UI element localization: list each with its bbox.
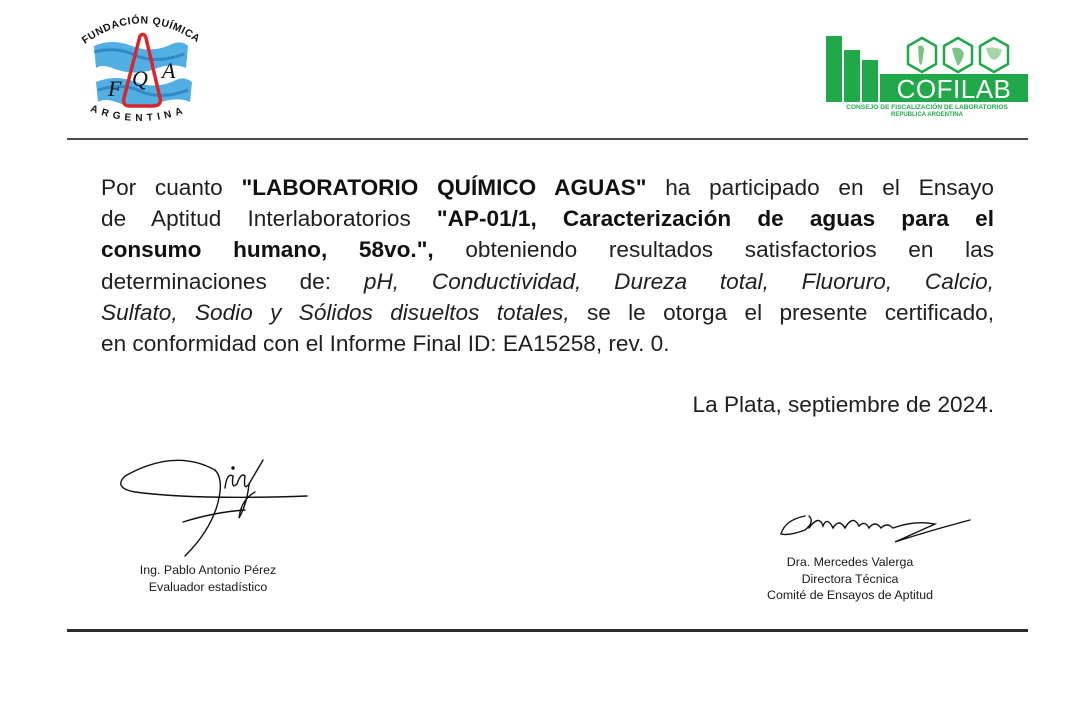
determinations-list-part-1: pH, Conductividad, Dureza total, Fluoruro, Calcio, — [363, 268, 994, 294]
svg-text:FUNDACIÓN QUÍMICA: FUNDACIÓN QUÍMICA — [79, 14, 203, 47]
participation-text: ha participado en el Ensayo — [646, 175, 994, 200]
body-line-3 — [101, 234, 994, 265]
determinations-list-part-2: Sulfato, Sodio y Sólidos disueltos totales, — [101, 299, 570, 325]
signer-perez-name: Ing. Pablo Antonio Pérez — [139, 563, 277, 577]
svg-text:F: F — [108, 76, 122, 101]
laboratory-name: "LABORATORIO QUÍMICO AGUAS" — [241, 175, 647, 200]
signer-valerga-committee: Comité de Ensayos de Aptitud — [767, 588, 933, 602]
signer-valerga-role: Directora Técnica — [801, 571, 899, 586]
svg-text:ARGENTINA: ARGENTINA — [88, 103, 189, 125]
signer-valerga-name: Dra. Mercedes Valerga — [786, 555, 914, 569]
header-divider — [67, 138, 1028, 140]
ensayo-text: de Aptitud Interlaboratorios — [101, 206, 437, 232]
intro-text: Por cuanto — [101, 175, 242, 200]
signer-perez-role: Evaluador estadístico — [148, 579, 268, 594]
signature-valerga — [775, 506, 975, 556]
body-line-1 — [101, 172, 994, 203]
svg-text:CONSEJO DE FISCALIZACIÓN DE LA: CONSEJO DE FISCALIZACIÓN DE LABORATORIOS — [846, 104, 1008, 111]
body-line-6 — [101, 328, 994, 359]
body-line-5 — [101, 297, 994, 328]
signer-perez — [108, 562, 308, 595]
grant-text: se le otorga el presente certificado, — [569, 299, 994, 325]
svg-text:A: A — [162, 58, 176, 83]
test-name-part-1: "AP-01/1, Caracterización de aguas para el — [436, 206, 994, 232]
footer-divider — [67, 629, 1028, 632]
svg-text:REPÚBLICA ARGENTINA: REPÚBLICA ARGENTINA — [891, 112, 963, 118]
place-and-date: La Plata, septiembre de 2024. — [692, 392, 994, 417]
results-text: obteniendo resultados satisfactorios en las — [433, 237, 994, 263]
handwritten-signature-icon — [775, 506, 975, 556]
svg-text:Q: Q — [132, 66, 148, 91]
body-line-2 — [101, 203, 994, 234]
signer-valerga — [735, 554, 965, 604]
report-reference: en conformidad con el Informe Final ID: EA15258, rev. 0. — [101, 331, 670, 357]
test-name-part-2: consumo humano, 58vo.", — [101, 237, 434, 263]
signature-perez — [115, 448, 315, 560]
body-line-4 — [101, 266, 994, 297]
svg-text:COFILAB: COFILAB — [896, 74, 1012, 104]
determinations-label: determinaciones de: — [101, 268, 364, 294]
fundacion-quimica-argentina-logo — [72, 6, 208, 128]
cofilab-emblem-icon — [824, 34, 1030, 118]
certificate-body — [101, 172, 994, 359]
fqa-emblem-icon — [72, 6, 208, 128]
cofilab-logo — [824, 34, 1030, 118]
handwritten-signature-icon — [115, 448, 315, 560]
